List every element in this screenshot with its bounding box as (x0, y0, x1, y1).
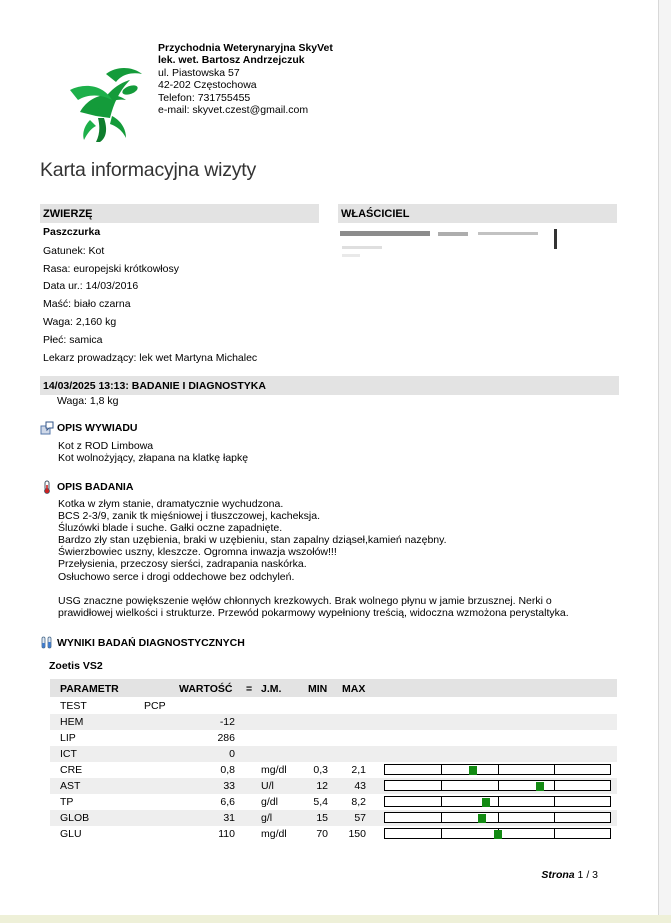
unit-cell: mg/dl (261, 764, 287, 776)
range-tick (554, 797, 555, 806)
range-tick (554, 781, 555, 790)
clinic-doctor: lek. wet. Bartosz Andrzejczuk (158, 54, 305, 67)
history-text (58, 440, 248, 464)
unit-cell: U/l (261, 780, 274, 792)
history-title: OPIS WYWIADU (57, 422, 138, 434)
page-current: 1 (577, 869, 584, 881)
range-tick (554, 813, 555, 822)
range-marker (536, 782, 544, 791)
param-cell: GLOB (60, 812, 90, 824)
param-cell: GLU (60, 828, 82, 840)
exam-line: Świerzbowiec uszny, kleszcze. Ogromna inwazja wszołów!!! (58, 546, 337, 559)
animal-color: Maść: biało czarna (43, 298, 131, 310)
range-tick (498, 797, 499, 806)
range-tick (441, 781, 442, 790)
unit-cell: g/dl (261, 796, 278, 808)
extra-cell: PCP (144, 700, 166, 712)
table-row (50, 810, 617, 826)
min-cell: 12 (316, 780, 328, 792)
range-tick (441, 765, 442, 774)
range-tick (554, 765, 555, 774)
range-tick (498, 765, 499, 774)
range-indicator (384, 764, 611, 775)
clinic-header (158, 42, 333, 116)
owner-section-header: WŁAŚCICIEL (338, 204, 617, 223)
min-cell: 15 (316, 812, 328, 824)
param-cell: ICT (60, 748, 77, 760)
animal-name: Paszczurka (43, 226, 101, 238)
history-line: Kot z ROD Limbowa (58, 440, 154, 452)
col-max: MAX (342, 683, 366, 695)
bottom-bar (0, 915, 671, 923)
range-marker (494, 830, 502, 839)
exam-line: Osłuchowo serce i drogi oddechowe bez odchyleń. (58, 570, 295, 583)
exam-text (58, 498, 569, 619)
table-row (50, 746, 617, 762)
value-cell: 0 (229, 748, 235, 760)
param-cell: CRE (60, 764, 83, 776)
exam-line: Kotka w złym stanie, dramatycznie wychudzona. (58, 498, 284, 510)
clinic-city: 42-202 Częstochowa (158, 79, 257, 92)
col-min: MIN (308, 683, 328, 695)
page-number (541, 869, 598, 881)
param-cell: TP (60, 796, 74, 808)
range-tick (554, 829, 555, 838)
visit-weight: Waga: 1,8 kg (57, 395, 119, 407)
exam-title: OPIS BADANIA (57, 481, 134, 493)
animal-sex: Płeć: samica (43, 334, 103, 346)
value-cell: 0,8 (220, 764, 235, 776)
clinic-name: Przychodnia Weterynaryjna SkyVet (158, 42, 333, 54)
col-unit: J.M. (261, 683, 282, 695)
animal-vet: Lekarz prowadzący: lek wet Martyna Michalec (43, 352, 258, 364)
exam-line: Bardzo zły stan uzębienia, braki w uzębieniu, stan zapalny dziąseł,kamień nazębny. (58, 534, 447, 547)
table-row (50, 794, 617, 810)
param-cell: AST (60, 780, 81, 792)
range-indicator (384, 828, 611, 839)
exam-section-header (40, 480, 133, 494)
range-tick (498, 813, 499, 822)
history-section-header (40, 421, 138, 435)
lab-device-name: Zoetis VS2 (49, 660, 103, 672)
range-indicator (384, 796, 611, 807)
min-cell: 70 (316, 828, 328, 840)
test-tubes-icon (40, 636, 54, 650)
results-table-header (50, 679, 617, 697)
clinic-phone: Telefon: 731755455 (158, 91, 251, 104)
animal-species: Gatunek: Kot (43, 245, 105, 257)
document-title: Karta informacyjna wizyty (40, 159, 257, 181)
right-scroll-gutter (659, 0, 671, 915)
unit-cell: g/l (261, 812, 273, 824)
range-tick (441, 829, 442, 838)
exam-line: BCS 2-3/9, zanik tk mięśniowej i tłuszczowej, kacheksja. (58, 510, 321, 523)
exam-line: Przełysienia, przeczosy sierści, zadrapania naskórka. (58, 558, 307, 571)
clinic-logo (60, 60, 150, 142)
table-row (50, 698, 617, 714)
usg-line: prawidłowej wielkości i strukturze. Przewód pokarmowy wypełniony treścią, widoczna wzmożona perystaltyka. (58, 606, 569, 619)
interview-icon (40, 421, 54, 435)
max-cell: 8,2 (351, 796, 366, 808)
animal-section-header: ZWIERZĘ (40, 204, 319, 223)
thermometer-icon (40, 480, 54, 494)
max-cell: 43 (354, 780, 366, 792)
table-row (50, 762, 617, 778)
range-tick (498, 781, 499, 790)
clinic-street: ul. Piastowska 57 (158, 66, 240, 79)
page-total: / 3 (586, 869, 598, 881)
usg-line: USG znaczne powiększenie węłów chłonnych krezkowych. Brak wolnego płynu w jamie brzusznej. Nerki o (58, 594, 552, 607)
max-cell: 2,1 (351, 764, 366, 776)
min-cell: 5,4 (313, 796, 328, 808)
history-line: Kot wolnożyjący, złapana na klatkę łapkę (58, 452, 249, 465)
param-cell: LIP (60, 732, 76, 744)
value-cell: 31 (223, 812, 235, 824)
page-label: Strona (541, 869, 575, 881)
max-cell: 150 (348, 828, 366, 840)
table-row (50, 826, 617, 842)
unit-cell: mg/dl (261, 828, 287, 840)
value-cell: 6,6 (220, 796, 235, 808)
param-cell: HEM (60, 716, 84, 728)
param-cell: TEST (60, 700, 87, 712)
clinic-email: e-mail: skyvet.czest@gmail.com (158, 104, 309, 117)
exam-line: Śluzówki blade i suche. Gałki oczne zapadnięte. (58, 522, 283, 535)
range-marker (478, 814, 486, 823)
visit-header: 14/03/2025 13:13: BADANIE I DIAGNOSTYKA (40, 376, 619, 395)
range-tick (441, 797, 442, 806)
value-cell: -12 (219, 716, 235, 728)
results-title: WYNIKI BADAŃ DIAGNOSTYCZNYCH (57, 637, 245, 649)
range-indicator (384, 780, 611, 791)
col-eq: = (246, 683, 253, 695)
value-cell: 33 (223, 780, 235, 792)
col-value: WARTOŚĆ (179, 683, 233, 695)
range-marker (482, 798, 490, 807)
col-param: PARAMETR (60, 683, 119, 695)
range-marker (469, 766, 477, 775)
value-cell: 286 (217, 732, 235, 744)
owner-redacted-block (338, 226, 562, 260)
table-row (50, 778, 617, 794)
value-cell: 110 (218, 828, 235, 840)
table-row (50, 730, 617, 746)
animal-birth-date: Data ur.: 14/03/2016 (43, 280, 139, 292)
table-row (50, 714, 617, 730)
animal-breed: Rasa: europejski krótkowłosy (43, 263, 179, 275)
animal-weight: Waga: 2,160 kg (43, 316, 117, 328)
max-cell: 57 (354, 812, 366, 824)
range-tick (441, 813, 442, 822)
min-cell: 0,3 (313, 764, 328, 776)
range-indicator (384, 812, 611, 823)
results-section-header (40, 636, 245, 650)
